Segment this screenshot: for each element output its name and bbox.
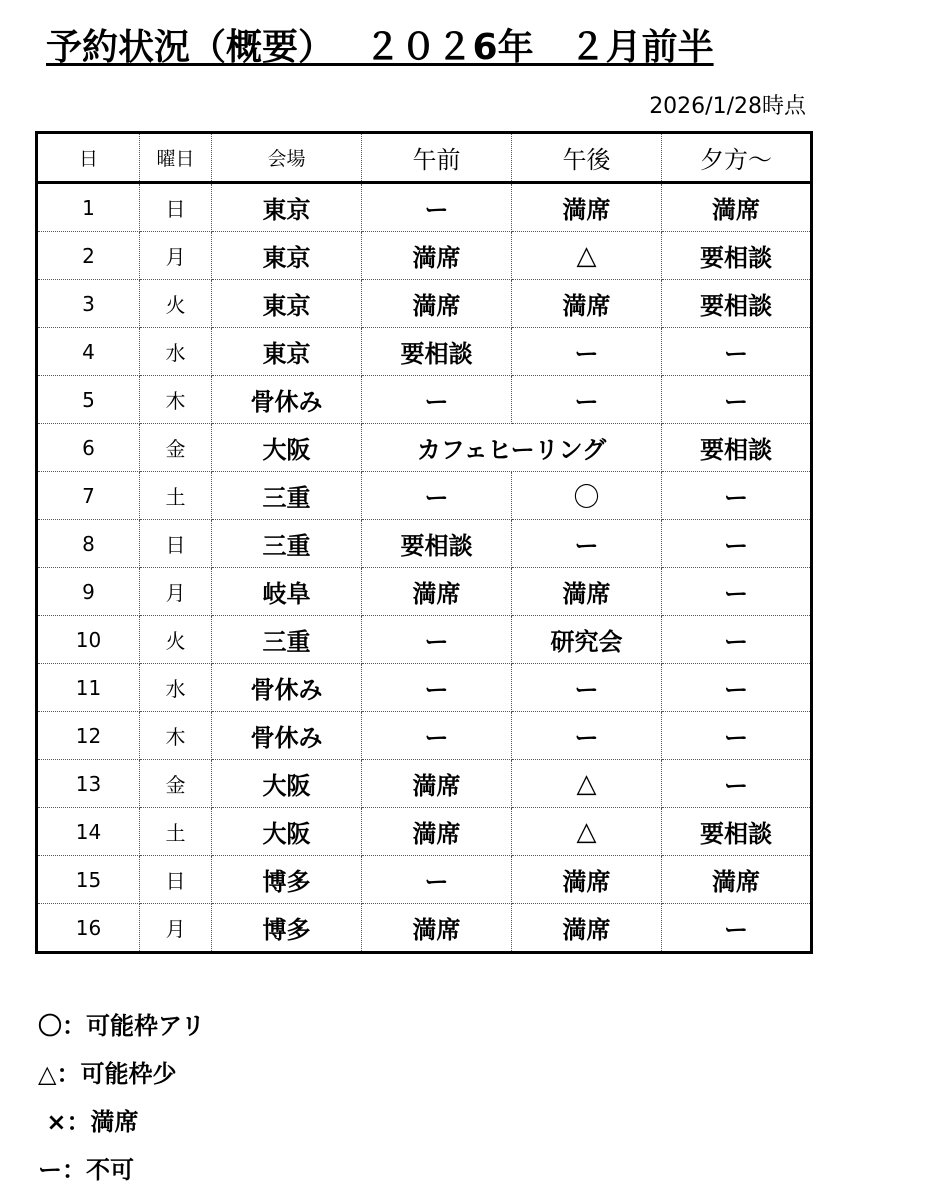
cell-weekday: 土 [140, 808, 212, 856]
table-row [37, 664, 812, 712]
cell-morning: 要相談 [362, 328, 512, 376]
table-row [37, 376, 812, 424]
cell-evening: ー [662, 664, 812, 712]
cell-morning: ー [362, 616, 512, 664]
cell-weekday: 火 [140, 280, 212, 328]
cell-evening: ー [662, 616, 812, 664]
header-venue: 会場 [212, 133, 362, 183]
cell-evening: 満席 [662, 183, 812, 232]
cell-weekday: 火 [140, 616, 212, 664]
page-title: 予約状況（概要） ２０２6年 ２月前半 [46, 27, 714, 68]
cell-afternoon: ー [512, 520, 662, 568]
cell-day: 3 [37, 280, 140, 328]
table-row [37, 760, 812, 808]
as-of-date: 2026/1/28時点 [649, 94, 806, 119]
cell-venue: 骨休み [212, 712, 362, 760]
cell-weekday: 日 [140, 183, 212, 232]
cell-day: 12 [37, 712, 140, 760]
table-row [37, 712, 812, 760]
cell-afternoon: △ [512, 232, 662, 280]
table-row [37, 616, 812, 664]
cell-venue: 骨休み [212, 664, 362, 712]
cell-weekday: 金 [140, 424, 212, 472]
cell-venue: 東京 [212, 232, 362, 280]
cell-afternoon: 〇 [512, 472, 662, 520]
cell-morning: ー [362, 472, 512, 520]
cell-afternoon: 満席 [512, 183, 662, 232]
cell-evening: ー [662, 904, 812, 953]
table-row [37, 472, 812, 520]
cell-venue: 岐阜 [212, 568, 362, 616]
cell-afternoon: △ [512, 808, 662, 856]
cell-evening: ー [662, 328, 812, 376]
cell-evening: ー [662, 760, 812, 808]
header-morning: 午前 [362, 133, 512, 183]
cell-afternoon: 満席 [512, 568, 662, 616]
cell-venue: 三重 [212, 520, 362, 568]
cell-day: 15 [37, 856, 140, 904]
cell-afternoon: 満席 [512, 856, 662, 904]
cell-weekday: 水 [140, 664, 212, 712]
cell-evening: 要相談 [662, 808, 812, 856]
table-row [37, 280, 812, 328]
cell-day: 11 [37, 664, 140, 712]
table-row [37, 328, 812, 376]
cell-day: 6 [37, 424, 140, 472]
cell-morning: 満席 [362, 232, 512, 280]
cell-evening: ー [662, 376, 812, 424]
cell-evening: ー [662, 568, 812, 616]
cell-weekday: 水 [140, 328, 212, 376]
cell-morning: ー [362, 183, 512, 232]
cell-day: 5 [37, 376, 140, 424]
cell-venue: 大阪 [212, 424, 362, 472]
cell-afternoon: 満席 [512, 904, 662, 953]
cell-weekday: 木 [140, 712, 212, 760]
cell-weekday: 月 [140, 232, 212, 280]
cell-morning: ー [362, 712, 512, 760]
cell-day: 1 [37, 183, 140, 232]
cell-morning: 満席 [362, 760, 512, 808]
cell-afternoon: 満席 [512, 280, 662, 328]
cell-weekday: 金 [140, 760, 212, 808]
cell-day: 2 [37, 232, 140, 280]
cell-venue: 東京 [212, 328, 362, 376]
cell-afternoon: ー [512, 664, 662, 712]
cell-evening: 要相談 [662, 232, 812, 280]
cell-weekday: 木 [140, 376, 212, 424]
cell-afternoon: 研究会 [512, 616, 662, 664]
legend-available: 〇：可能枠アリ [38, 1012, 206, 1040]
cell-day: 8 [37, 520, 140, 568]
table-row [37, 424, 812, 472]
cell-morning-afternoon: カフェヒーリング [362, 424, 662, 472]
legend-unavailable: ー：不可 [38, 1156, 134, 1184]
table-row [37, 232, 812, 280]
cell-weekday: 日 [140, 856, 212, 904]
cell-evening: ー [662, 472, 812, 520]
cell-weekday: 土 [140, 472, 212, 520]
cell-day: 4 [37, 328, 140, 376]
table-header-row [37, 133, 812, 183]
cell-venue: 博多 [212, 904, 362, 953]
table-row [37, 568, 812, 616]
header-evening: 夕方～ [662, 133, 812, 183]
cell-day: 16 [37, 904, 140, 953]
cell-evening: 満席 [662, 856, 812, 904]
cell-weekday: 日 [140, 520, 212, 568]
cell-venue: 大阪 [212, 760, 362, 808]
cell-afternoon: ー [512, 712, 662, 760]
cell-day: 10 [37, 616, 140, 664]
cell-day: 13 [37, 760, 140, 808]
header-weekday: 曜日 [140, 133, 212, 183]
cell-venue: 三重 [212, 472, 362, 520]
legend-full: ×：満席 [38, 1108, 139, 1136]
header-day: 日 [37, 133, 140, 183]
cell-evening: 要相談 [662, 280, 812, 328]
cell-morning: 満席 [362, 808, 512, 856]
cell-morning: 満席 [362, 568, 512, 616]
cell-afternoon: ー [512, 328, 662, 376]
table-row [37, 856, 812, 904]
cell-morning: 要相談 [362, 520, 512, 568]
cell-day: 14 [37, 808, 140, 856]
cell-venue: 東京 [212, 183, 362, 232]
header-afternoon: 午後 [512, 133, 662, 183]
reservation-table [35, 131, 813, 954]
cell-venue: 骨休み [212, 376, 362, 424]
cell-morning: ー [362, 856, 512, 904]
cell-afternoon: △ [512, 760, 662, 808]
cell-venue: 東京 [212, 280, 362, 328]
cell-evening: 要相談 [662, 424, 812, 472]
cell-afternoon: ー [512, 376, 662, 424]
table-row [37, 808, 812, 856]
cell-morning: ー [362, 664, 512, 712]
legend [38, 1004, 205, 1196]
cell-weekday: 月 [140, 568, 212, 616]
cell-morning: 満席 [362, 280, 512, 328]
cell-evening: ー [662, 712, 812, 760]
cell-evening: ー [662, 520, 812, 568]
cell-venue: 大阪 [212, 808, 362, 856]
cell-morning: ー [362, 376, 512, 424]
cell-weekday: 月 [140, 904, 212, 953]
cell-venue: 三重 [212, 616, 362, 664]
cell-venue: 博多 [212, 856, 362, 904]
table-row [37, 520, 812, 568]
cell-day: 9 [37, 568, 140, 616]
table-row [37, 183, 812, 232]
table-row [37, 904, 812, 953]
table-body [37, 183, 812, 953]
cell-morning: 満席 [362, 904, 512, 953]
cell-day: 7 [37, 472, 140, 520]
legend-few: △：可能枠少 [38, 1060, 177, 1088]
